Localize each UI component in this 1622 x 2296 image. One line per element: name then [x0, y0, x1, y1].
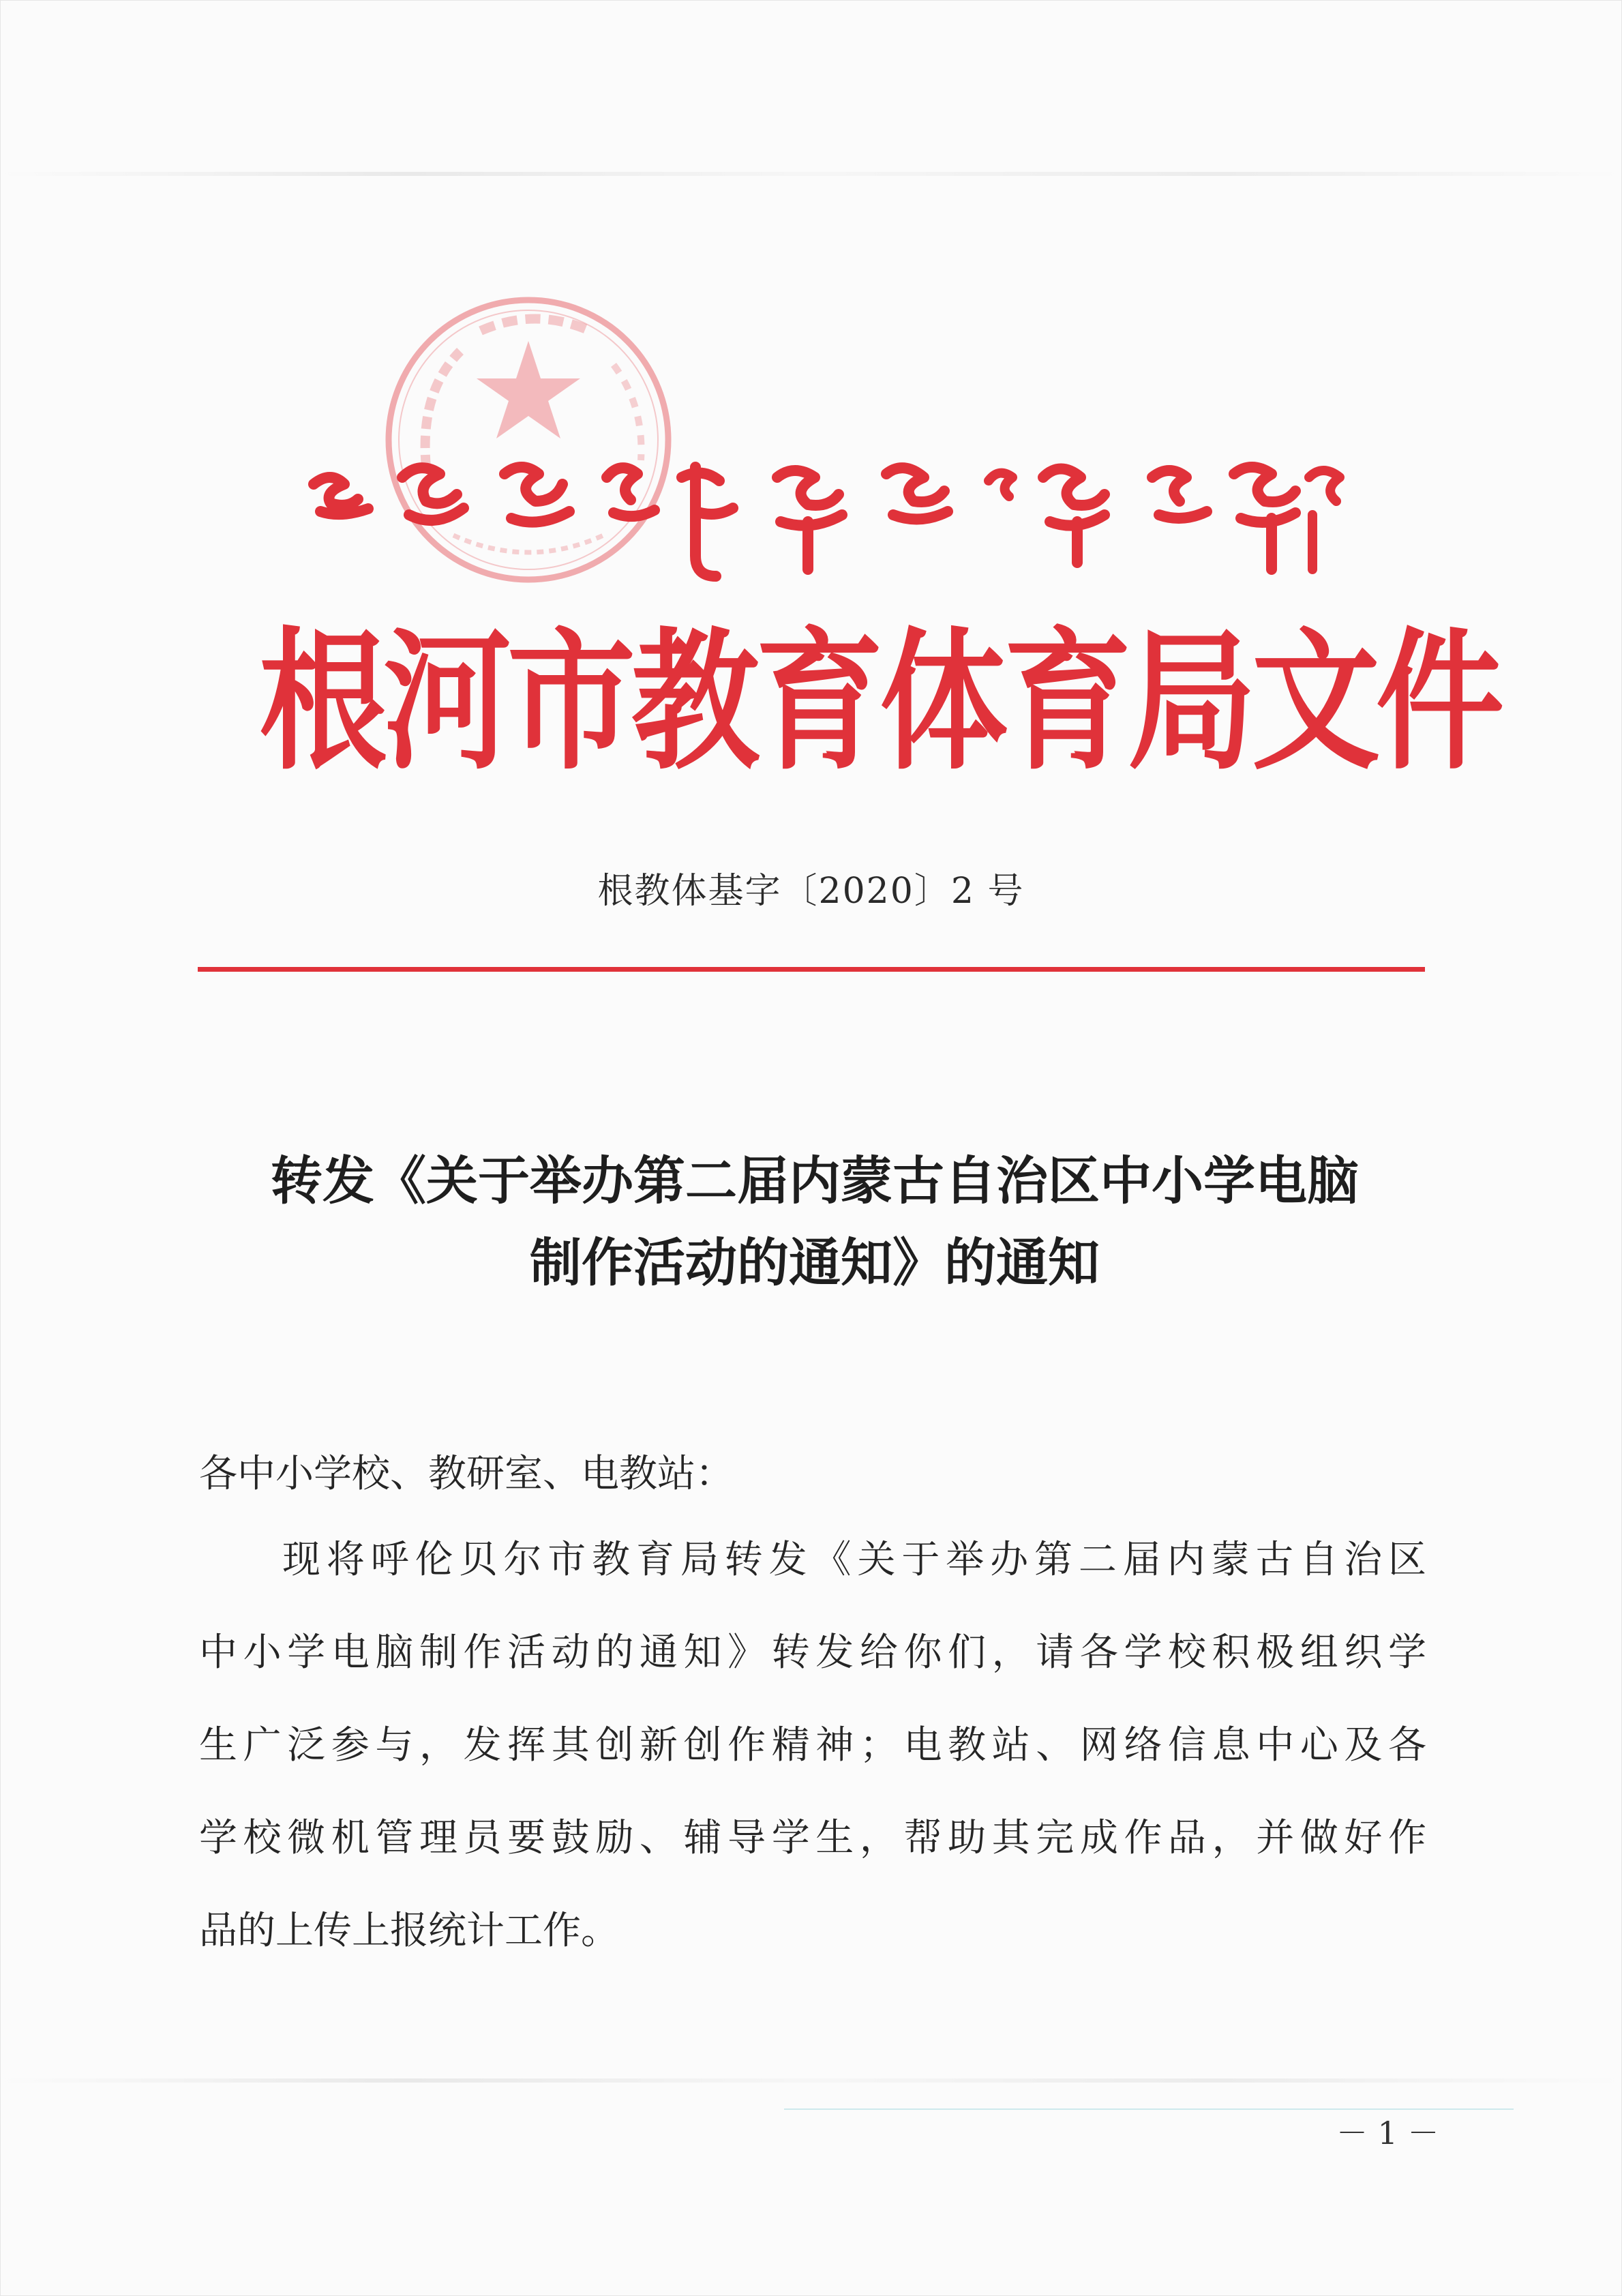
document-number: 根教体基字〔2020〕2 号: [597, 871, 1025, 912]
document-header-title: 根河市教育体育局文件: [259, 614, 1500, 791]
notice-title-line: 制作活动的通知》的通知: [530, 1232, 1100, 1293]
body-paragraph: [199, 1514, 1426, 1978]
body-line: 学校微机管理员要鼓励、辅导学生，帮助其完成作品，并做好作: [199, 1816, 1426, 1860]
body-line: 生广泛参与，发挥其创新创作精神；电教站、网络信息中心及各: [199, 1723, 1426, 1768]
salutation: 各中小学校、教研室、电教站：: [199, 1452, 734, 1496]
scan-streak-bottom: [0, 2078, 1622, 2083]
red-divider: [198, 967, 1425, 972]
body-line: 中小学电脑制作活动的通知》转发给你们，请各学校积极组织学: [199, 1630, 1426, 1675]
body-line: 品的上传上报统计工作。: [199, 1909, 619, 1953]
scan-streak-top: [0, 172, 1622, 176]
footer-faint-line: [784, 2108, 1514, 2110]
notice-title-line: 转发《关于举办第二届内蒙古自治区中小学电脑: [271, 1150, 1359, 1211]
mongolian-title-script: [300, 436, 1357, 593]
page-number: － 1 －: [1336, 2115, 1439, 2151]
notice-title: [191, 1140, 1439, 1304]
body-line: 现将呼伦贝尔市教育局转发《关于举办第二届内蒙古自治区: [282, 1538, 1426, 1582]
